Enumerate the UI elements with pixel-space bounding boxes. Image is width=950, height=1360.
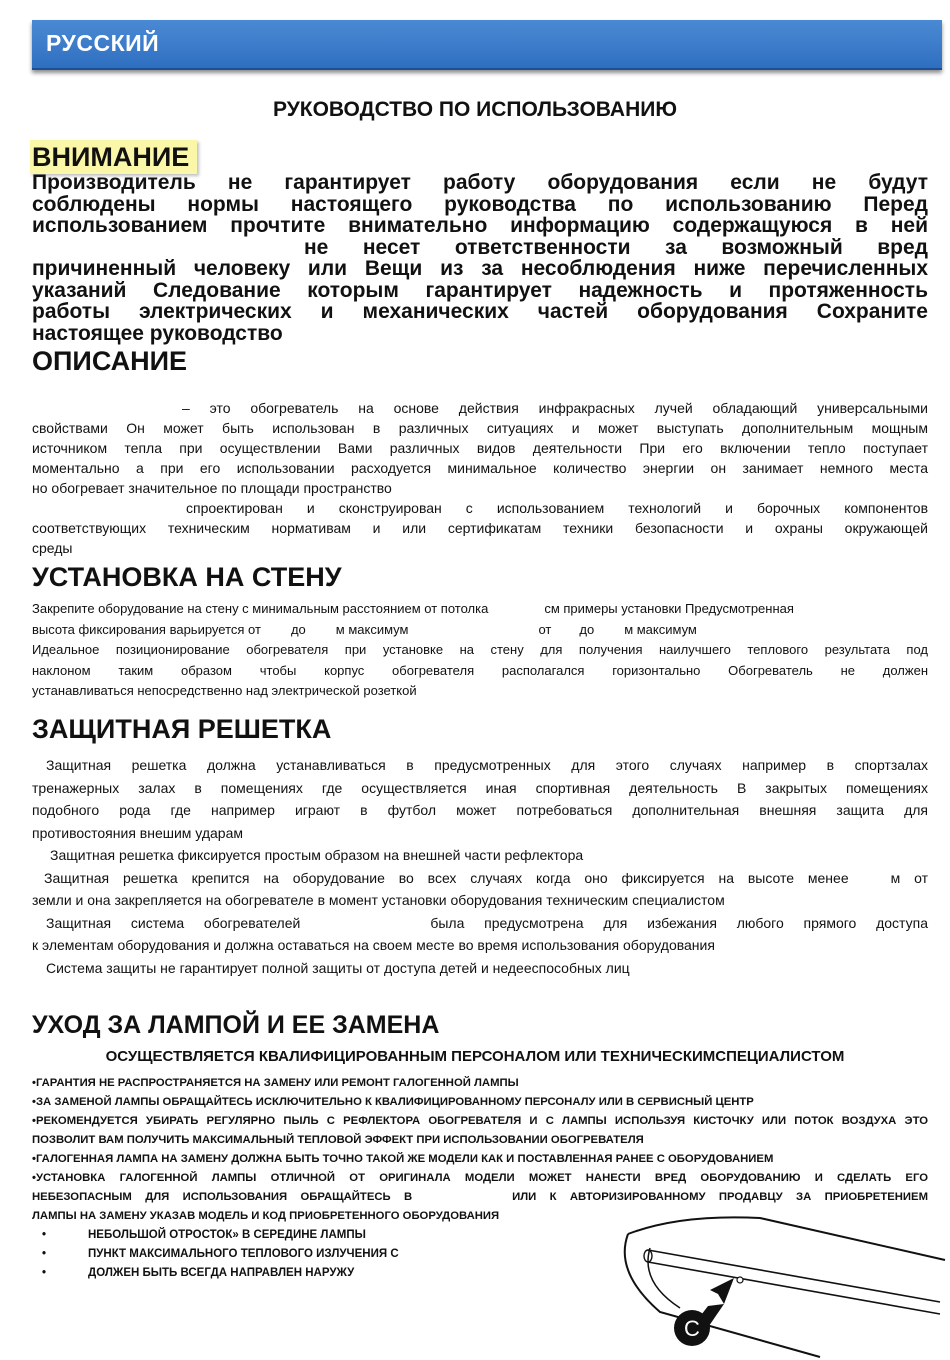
wall-mount-line: высота фиксирования варьируется от до м максимум от до м максимум	[32, 621, 697, 637]
lamp-line: •ЗА ЗАМЕНОЙ ЛАМПЫ ОБРАЩАЙТЕСЬ ИСКЛЮЧИТЕЛЬНО К КВАЛИФИЦИРОВАННОМУ ПЕРСОНАЛУ ИЛИ В СЕРВИСНЫЙ ЦЕНТР	[32, 1096, 754, 1108]
description-heading: ОПИСАНИЕ	[32, 346, 188, 376]
grille-line: к элементам оборудования и должна оставаться на своем месте во время использования оборудования	[32, 937, 715, 953]
grille-line: Защитная решетка должна устанавливаться в предусмотренных для этого случаях например в спортзалах	[46, 757, 928, 773]
wall-mount-text	[32, 599, 928, 702]
grille-line: подобного рода где например играют в футбол может потребоваться дополнительная внешняя защита для	[32, 802, 928, 818]
language-header-bar	[32, 20, 942, 70]
wall-mount-line: устанавливаться непосредственно над электрической розеткой	[32, 683, 417, 698]
warning-line: работы электрических и механических частей оборудования Сохраните	[32, 300, 928, 323]
warning-line: Производитель не гарантирует работу оборудования если не будут	[32, 171, 928, 194]
lamp-bullet-item: • ДОЛЖЕН БЫТЬ ВСЕГДА НАПРАВЛЕН НАРУЖУ	[42, 1267, 355, 1279]
warning-heading: ВНИМАНИЕ	[30, 140, 197, 174]
wall-mount-line: наклоном таким образом чтобы корпус обогревателя располагался горизонтально Обогреватель не должен	[32, 662, 928, 678]
lamp-heading: УХОД ЗА ЛАМПОЙ И ЕЕ ЗАМЕНА	[32, 1011, 440, 1039]
warning-line: соблюдены нормы настоящего руководства по использованию Перед	[32, 192, 928, 216]
warning-line: настоящее руководство	[32, 321, 283, 345]
document-title: РУКОВОДСТВО ПО ИСПОЛЬЗОВАНИЮ	[272, 98, 678, 121]
lamp-line: •УСТАНОВКА ГАЛОГЕННОЙ ЛАМПЫ ОТЛИЧНОЙ ОТ ОРИГИНАЛА МОДЕЛИ МОЖЕТ НАНЕСТИ ВРЕД ОБОРУДОВАНИЮ И СДЕЛАТЬ ЕГО	[32, 1172, 928, 1184]
lamp-bullet-item: • ПУНКТ МАКСИМАЛЬНОГО ТЕПЛОВОГО ИЗЛУЧЕНИЯ С	[42, 1248, 399, 1260]
grille-line: земли и она закрепляется на обогревателе в момент установки оборудования техническим специалистом	[32, 892, 725, 908]
description-line: свойствами Он может быть использован в различных ситуациях и может выступать дополнительным мощным	[32, 420, 928, 436]
warning-text	[32, 172, 928, 344]
description-line: моментально а при его использовании расходуется минимальное количество энергии он занимает немного места	[32, 460, 928, 476]
description-line: но обогревает значительное по площади пространство	[32, 480, 392, 496]
warning-line: использованием прочтите внимательно информацию содержащуюся в ней	[32, 214, 928, 237]
warning-line: указаний Следование которым гарантирует надежность и протяженность	[32, 278, 928, 302]
description-line: спроектирован и сконструирован с использованием технологий и борочных компонентов	[186, 500, 928, 516]
grille-heading: ЗАЩИТНАЯ РЕШЕТКА	[32, 714, 332, 744]
lamp-bullets	[42, 1226, 399, 1283]
lamp-line: ПОЗВОЛИТ ВАМ ПОЛУЧИТЬ МАКСИМАЛЬНЫЙ ТЕПЛОВОЙ ЭФФЕКТ ПРИ ИСПОЛЬЗОВАНИИ ОБОГРЕВАТЕЛЯ	[32, 1134, 644, 1146]
description-line: соответствующих техническим нормативам и или сертификатам техники безопасности и охраны окружающей	[32, 520, 928, 536]
grille-line: Защитная решетка фиксируется простым образом на внешней части рефлектора	[50, 847, 584, 863]
lamp-line: •ГАРАНТИЯ НЕ РАСПРОСТРАНЯЕТСЯ НА ЗАМЕНУ ИЛИ РЕМОНТ ГАЛОГЕННОЙ ЛАМПЫ	[32, 1077, 519, 1089]
lamp-line: НЕБЕЗОПАСНЫМ ДЛЯ ИСПОЛЬЗОВАНИЯ ОБРАЩАЙТЕСЬ В ИЛИ К АВТОРИЗИРОВАННОМУ ПРОДАВЦУ ЗА ПРИОБРЕТЕНИЕМ	[32, 1191, 928, 1203]
grille-line: тренажерных залах в помещениях где осуществляется иная спортивная деятельность В закрытых помещениях	[32, 779, 928, 796]
wall-mount-line: Закрепите оборудование на стену с минимальным расстоянием от потолка см примеры установки Предусмотренная	[32, 601, 794, 616]
description-line: среды	[32, 540, 73, 556]
warning-line: не несет ответственности за возможный вред	[304, 235, 928, 259]
description-text	[32, 398, 928, 558]
lamp-instructions	[32, 1074, 928, 1226]
lamp-bullet-item: • НЕБОЛЬШОЙ ОТРОСТОК» В СЕРЕДИНЕ ЛАМПЫ	[42, 1229, 366, 1241]
lamp-line: •РЕКОМЕНДУЕТСЯ УБИРАТЬ РЕГУЛЯРНО ПЫЛЬ С РЕФЛЕКТОРА ОБОГРЕВАТЕЛЯ И С ЛАМПЫ ИСПОЛЬЗУЯ КИСТОЧКУ ИЛИ ПОТОК ВОЗДУХА ЭТО	[32, 1115, 928, 1127]
description-line: – это обогреватель на основе действия инфракрасных лучей обладающий универсальными	[182, 400, 928, 416]
grille-line: Защитная система обогревателей была предусмотрена для избежания любого прямого доступа	[46, 914, 928, 931]
language-label: РУССКИЙ	[46, 30, 160, 56]
grille-line: противостояния внешим ударам	[32, 824, 243, 841]
lamp-line: •ГАЛОГЕННАЯ ЛАМПА НА ЗАМЕНУ ДОЛЖНА БЫТЬ ТОЧНО ТАКОЙ ЖЕ МОДЕЛИ КАК И ПОСТАВЛЕННАЯ РАНЕЕ С ОБОРУДОВАНИЕМ	[32, 1153, 774, 1165]
description-line: источником тепла при осуществлении Вами различных видов деятельности При его включении тепло поступает	[32, 440, 928, 456]
lamp-diagram	[620, 1212, 950, 1360]
grille-text	[32, 754, 928, 979]
wall-mount-heading: УСТАНОВКА НА СТЕНУ	[32, 562, 342, 592]
lamp-subheading: ОСУЩЕСТВЛЯЕТСЯ КВАЛИФИЦИРОВАННЫМ ПЕРСОНАЛОМ ИЛИ ТЕХНИЧЕСКИМСПЕЦИАЛИСТОМ	[105, 1048, 845, 1065]
wall-mount-line: Идеальное позиционирование обогревателя при установке на стену для получения наилучшего теплового результата под	[32, 642, 928, 657]
lamp-line: ЛАМПЫ НА ЗАМЕНУ УКАЗАВ МОДЕЛЬ И КОД ПРИОБРЕТЕННОГО ОБОРУДОВАНИЯ	[32, 1210, 500, 1222]
grille-line: Защитная решетка крепится на оборудование во всех случаях когда оно фиксируется на высоте менее м от	[44, 869, 929, 886]
lamp-point-label: C	[684, 1316, 700, 1341]
grille-line: Система защиты не гарантирует полной защиты от доступа детей и недееспособных лиц	[46, 959, 630, 976]
warning-line: причиненный человеку или Вещи из за несоблюдения ниже перечисленных	[32, 257, 928, 280]
